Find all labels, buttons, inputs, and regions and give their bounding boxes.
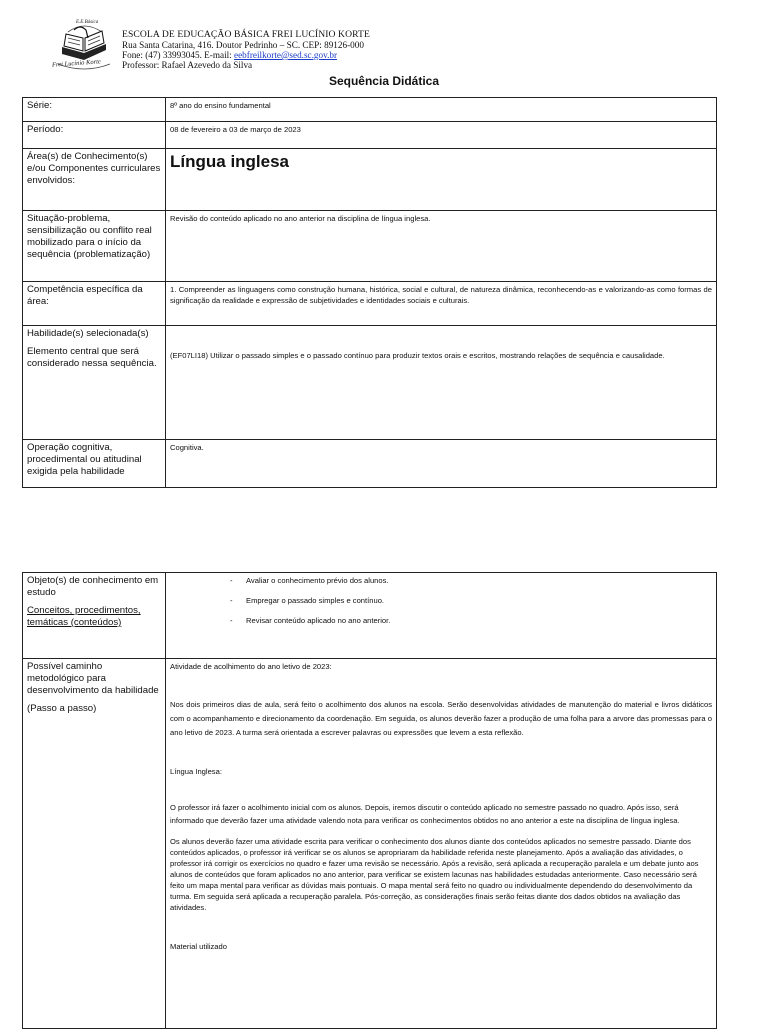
table-row-operacao [23,440,717,488]
area-value: Língua inglesa [170,152,290,171]
caminho-value-cell [166,659,717,1029]
list-item: - Avaliar o conhecimento prévio dos alunos. [246,575,712,586]
caminho-label-cell [23,659,166,1029]
serie-label: Série: [23,98,166,122]
operacao-value: Cognitiva. [166,440,717,488]
school-address: Rua Santa Catarina, 416. Doutor Pedrinho – SC. CEP: 89126-000 [122,40,364,50]
caminho-paragraph-1: Nos dois primeiros dias de aula, será feito o acolhimento dos alunos na escola. Serão desenvolvidas atividades de manutenção do material e livros didáticos com o acompanhamento e direcionamento da coordenação. Em seguida, os alunos deverão fazer a produção de uma folha para a arvore das promessas para o ano letivo de 2023. A turma será orientada a escrever palavras ou expressões que levem a esta reflexão. [170,700,712,737]
serie-value: 8º ano do ensino fundamental [166,98,717,122]
periodo-value: 08 de fevereiro a 03 de março de 2023 [166,122,717,149]
habilidade-label-cell [23,326,166,440]
table-row-situacao [23,211,717,282]
book-crest-icon [50,20,118,78]
table-row-objeto [23,573,717,659]
table-row-area [23,149,717,211]
school-contact [122,50,370,60]
periodo-label: Período: [23,122,166,149]
table-row-serie [23,98,717,122]
professor-name: Professor: Rafael Azevedo da Silva [122,60,253,70]
logo-text-bottom: Frei Lucínio Korte [51,58,102,69]
school-name: ESCOLA DE EDUCAÇÃO BÁSICA FREI LUCÍNIO KORTE [122,29,370,40]
objeto-list [170,575,712,626]
objeto-label-cell [23,573,166,659]
situacao-value: Revisão do conteúdo aplicado no ano anterior na disciplina de língua inglesa. [166,211,717,282]
school-logo [50,20,118,78]
logo-text-top: E.E.Básica [76,20,99,25]
table-row-caminho [23,659,717,1029]
table-row-habilidade [23,326,717,440]
plan-table-2 [22,572,717,1029]
situacao-label: Situação-problema, sensibilização ou conflito real mobilizado para o início da sequência (problematização) [23,211,166,282]
list-item: - Empregar o passado simples e contínuo. [246,595,712,606]
area-value-cell [166,149,717,211]
caminho-label: Possível caminho metodológico para desenvolvimento da habilidade [27,661,159,696]
habilidade-value: (EF07LI18) Utilizar o passado simples e o passado contínuo para produzir textos orais e escritos, mostrando relações de sequência e causalidade. [166,326,717,440]
caminho-paragraph-3: Os alunos deverão fazer uma atividade escrita para verificar o conhecimento dos alunos diante dos conteúdos aplicados no semestre passado. Diante dos conteúdos aplicados, o professor irá verificar se os alunos se apropriaram da habilidade referida neste planejamento. Após a avaliação das atividades, o professor irá corrigir os exercícios no quadro e fazer uma revisão se necessário. Após a revisão, será aplicada a recuperação paralela e um debate junto aos alunos de conteúdos que foram aplicados no ano anterior, para verificar se existem lacunas nas habilidades estudadas anteriormente. Caso necessário será feito um mapa mental para verificar as dúvidas mais pontuais. O mapa mental será feito no quadro ou individualmente dependendo do desenvolvimento da turma. Em seguida será aplicada a recuperação paralela. Pós-correção, as considerações finais serão feitas diante dos dados obtidos na avaliação das atividades. [170,837,699,912]
caminho-paragraph-2: O professor irá fazer o acolhimento inicial com os alunos. Depois, iremos discutir o conteúdo aplicado no semestre passado no quadro. Após isso, será informado que deverão fazer uma atividade valendo nota para verificar os conhecimentos obtidos no ano anterior a este na disciplina de língua inglesa. [170,803,680,825]
caminho-subheading-ingles: Língua Inglesa: [170,767,222,776]
email-link[interactable]: eebfreilkorte@sed.sc.gov.br [234,50,338,60]
operacao-label: Operação cognitiva, procedimental ou atitudinal exigida pela habilidade [23,440,166,488]
caminho-sublabel: (Passo a passo) [27,703,97,714]
objeto-label: Objeto(s) de conhecimento em estudo [27,575,159,598]
competencia-value: 1. Compreender as linguagens como construção humana, histórica, social e cultural, de natureza dinâmica, reconhecendo-as e valorizando-as como formas de significação da realidade e expressão de subjetividades e identidades sociais e culturais. [166,282,717,326]
caminho-heading: Atividade de acolhimento do ano letivo de 2023: [170,662,332,671]
objeto-sublabel: Conceitos, procedimentos, temáticas (conteúdos) [27,605,141,628]
list-item: - Revisar conteúdo aplicado no ano anterior. [246,615,712,626]
school-header [122,30,370,70]
area-label: Área(s) de Conhecimento(s) e/ou Componentes curriculares envolvidos: [23,149,166,211]
objeto-value-cell [166,573,717,659]
elemento-central-label: Elemento central que será considerado nessa sequência. [27,346,157,369]
table-row-periodo [23,122,717,149]
phone-text: Fone: (47) 33993045. E-mail: [122,50,235,60]
habilidade-label: Habilidade(s) selecionada(s) [27,328,149,339]
plan-table-1 [22,97,717,488]
table-row-competencia [23,282,717,326]
competencia-label: Competência específica da área: [23,282,166,326]
material-label: Material utilizado [170,942,227,951]
page-title: Sequência Didática [328,74,440,88]
